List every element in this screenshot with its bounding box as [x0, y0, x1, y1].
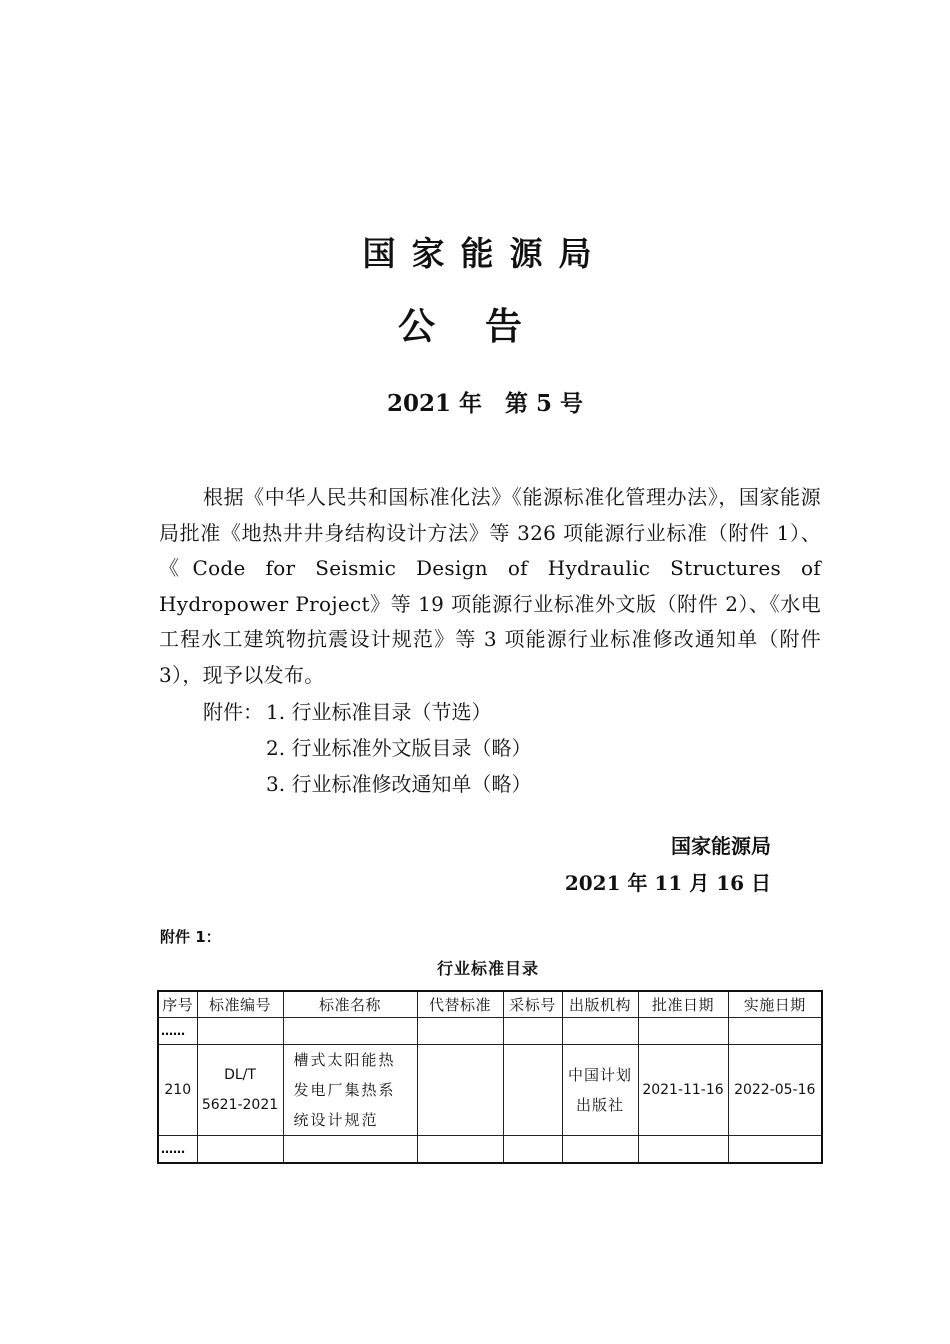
cell-approval-date: 2021-11-16: [638, 1045, 728, 1136]
cell-publisher: [562, 1045, 638, 1136]
cell-name: [283, 1045, 417, 1136]
standards-table: [157, 990, 823, 1164]
notice-title: 公告: [398, 305, 572, 348]
table-row-ellipsis: [158, 1018, 822, 1045]
cell-adopted: [503, 1045, 562, 1136]
header-effective-date: 实施日期: [728, 991, 822, 1018]
header-approval-date: 批准日期: [638, 991, 728, 1018]
header-adopted: 采标号: [503, 991, 562, 1018]
publisher-line-2: 出版社: [575, 1096, 624, 1114]
header-name: 标准名称: [283, 991, 417, 1018]
appendix-label: 附件 1：: [160, 928, 221, 946]
header-code: 标准编号: [197, 991, 283, 1018]
cell-code: [197, 1045, 283, 1136]
agency-heading: 国家能源局: [362, 234, 608, 273]
name-line-2: 发电厂集热系: [293, 1081, 396, 1099]
ellipsis-cell: ……: [158, 1136, 197, 1164]
header-publisher: 出版机构: [562, 991, 638, 1018]
table-title: 行业标准目录: [436, 959, 539, 978]
name-line-3: 统设计规范: [293, 1111, 379, 1129]
code-line-1: DL/T: [224, 1067, 256, 1083]
code-line-2: 5621-2021: [201, 1097, 279, 1113]
cell-replaces: [417, 1045, 503, 1136]
notice-number: 2021 年 第 5 号: [386, 390, 584, 417]
signature-date: 2021 年 11 月 16 日: [564, 871, 771, 895]
name-line-1: 槽式太阳能热: [293, 1051, 396, 1069]
attachment-item-3: 3. 行业标准修改通知单（略）: [266, 772, 532, 796]
signature-org: 国家能源局: [671, 834, 771, 858]
table-row: [158, 1045, 822, 1136]
attachments-label: 附件：: [203, 700, 263, 724]
cell-effective-date: 2022-05-16: [728, 1045, 822, 1136]
publisher-line-1: 中国计划: [567, 1066, 632, 1084]
attachment-item-2: 2. 行业标准外文版目录（略）: [266, 736, 532, 760]
table-header-row: [158, 991, 822, 1018]
body-paragraph: 根据《中华人民共和国标准化法》《能源标准化管理办法》，国家能源局批准《地热井井身结构设计方法》等 326 项能源行业标准（附件 1）、《Code for Seismic Design of Hydraulic Structures of Hydropower Project》等 19 项能源行业标准外文版（附件 2）、《水电工程水工建筑物抗震设计规范》等 3 项能源行业标准修改通知单（附件 3），现予以发布。: [159, 485, 821, 687]
cell-seq: 210: [158, 1045, 197, 1136]
ellipsis-cell: ……: [158, 1018, 197, 1045]
header-replaces: 代替标准: [417, 991, 503, 1018]
attachment-item-1: 1. 行业标准目录（节选）: [266, 700, 492, 724]
table-row-ellipsis: [158, 1136, 822, 1164]
header-seq: 序号: [158, 991, 197, 1018]
